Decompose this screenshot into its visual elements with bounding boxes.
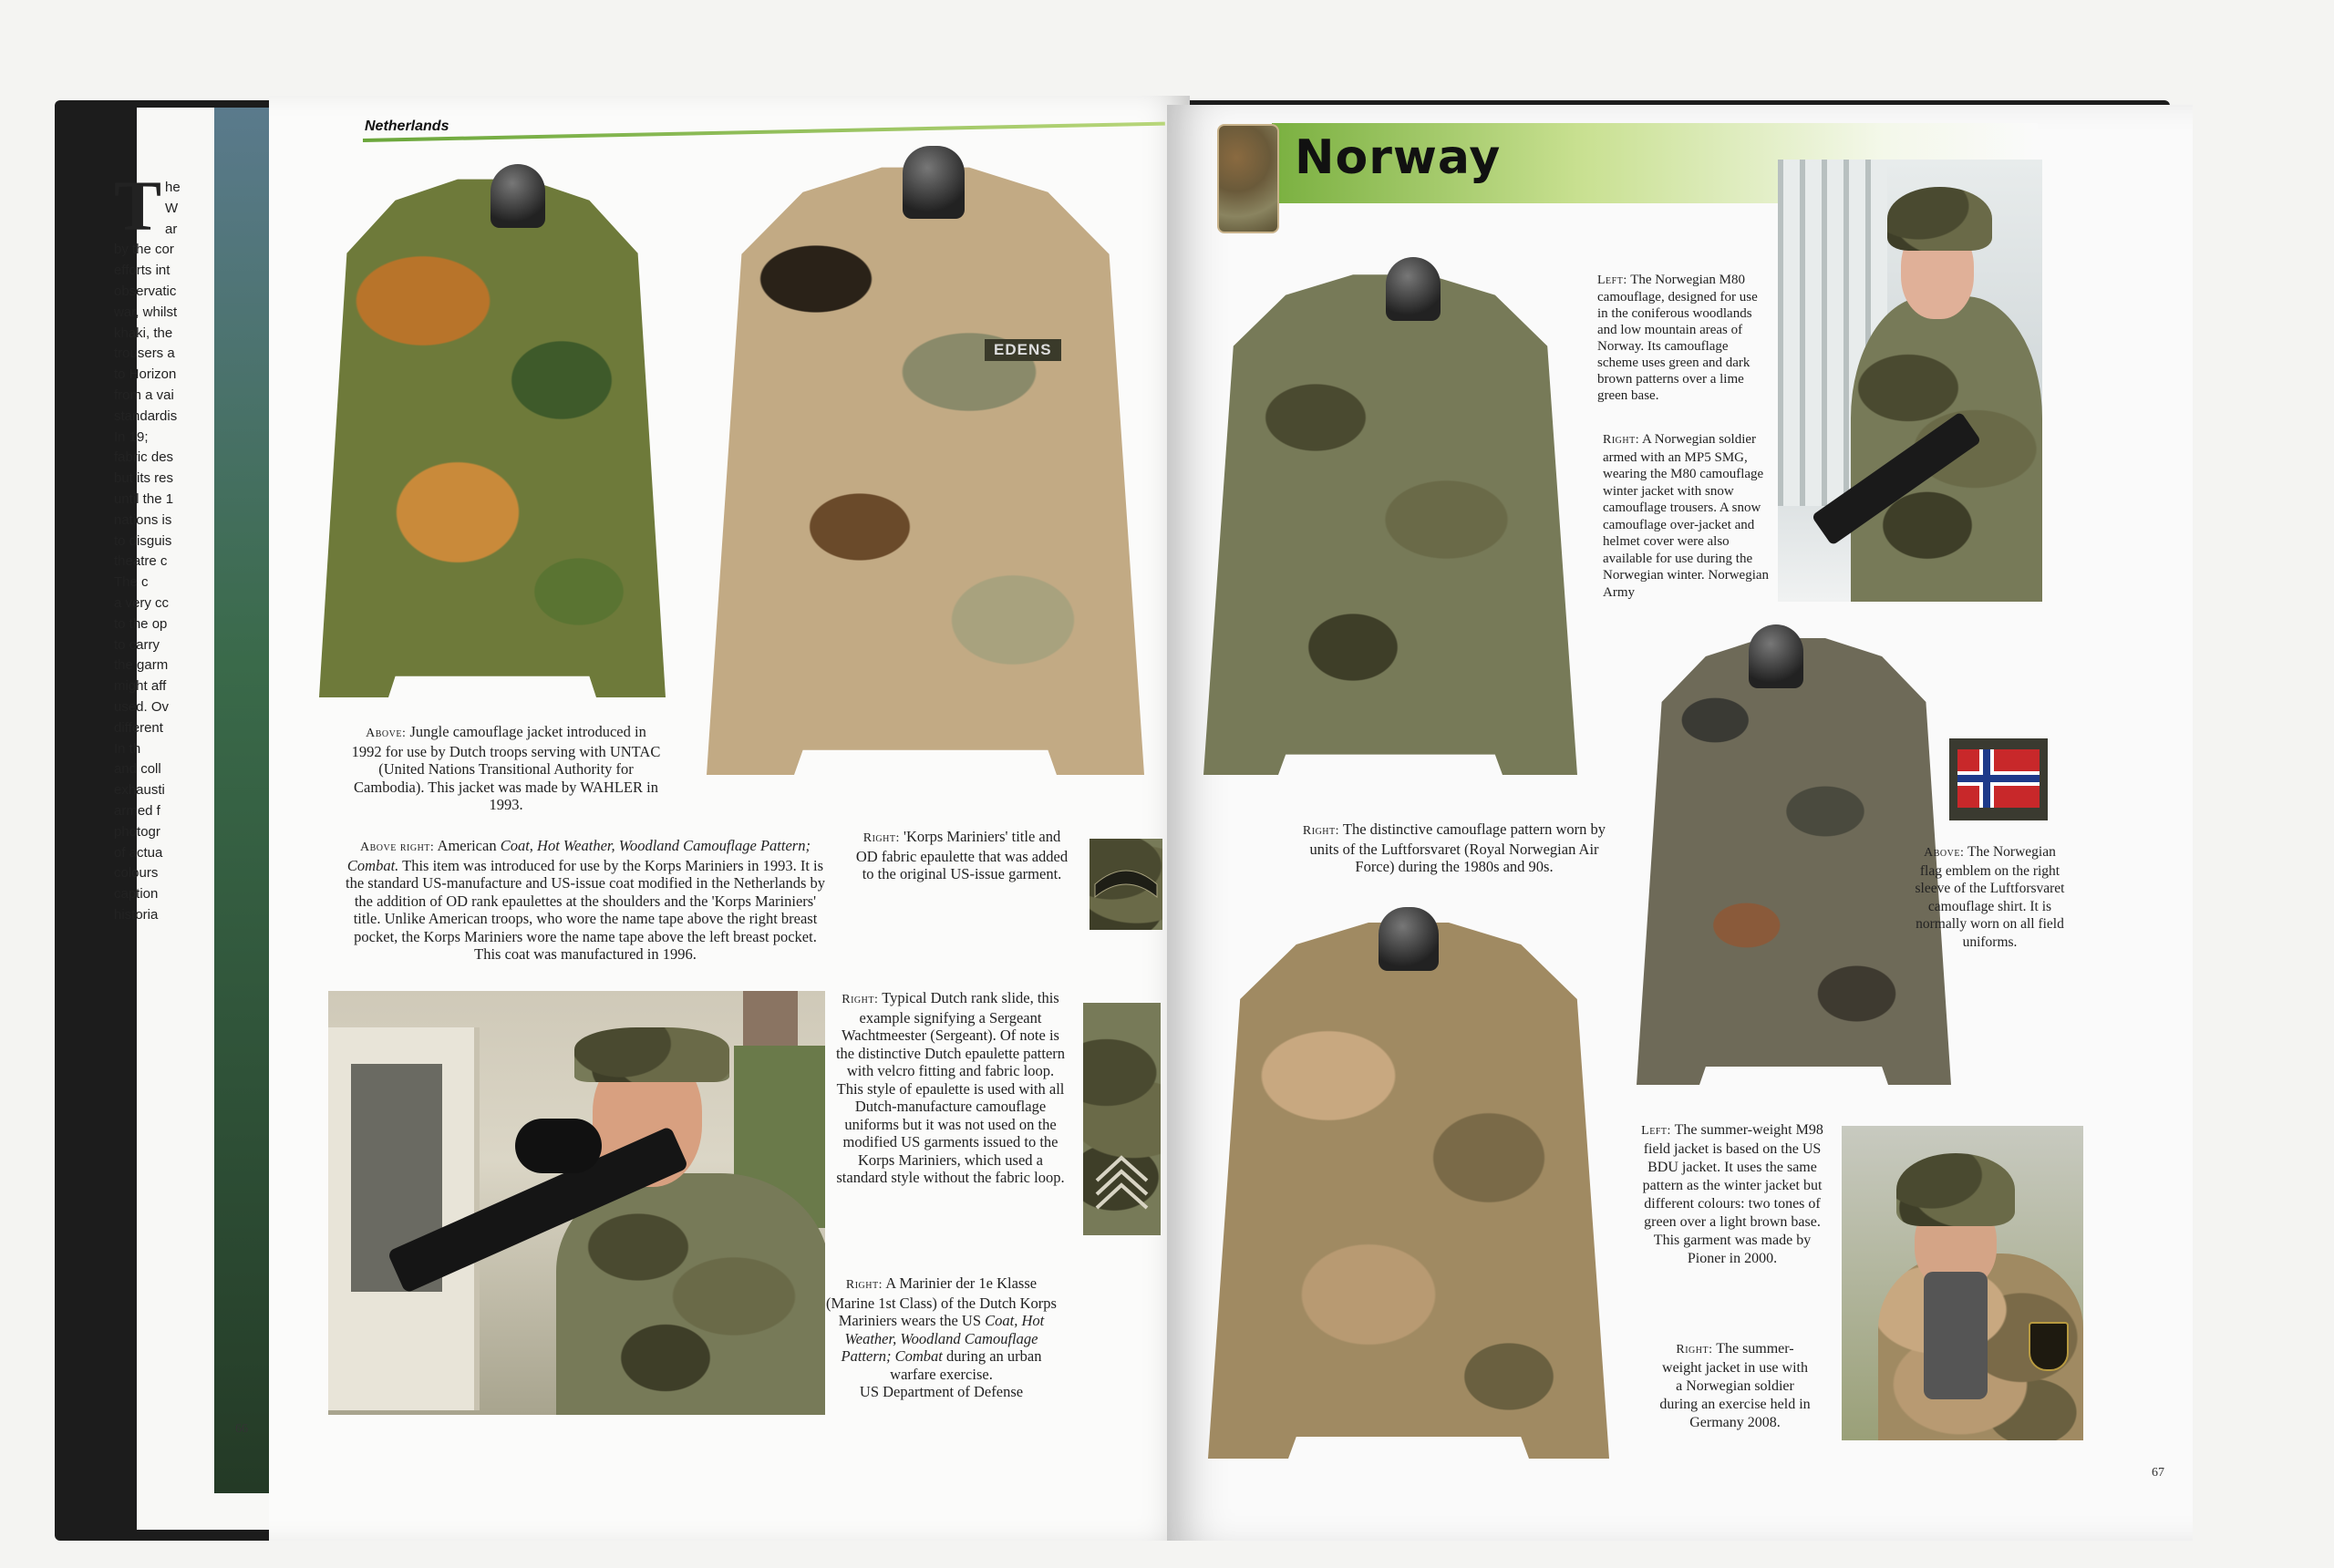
- rifle-scope: [515, 1119, 602, 1173]
- helmet: [1887, 187, 1992, 251]
- underlying-text-line: but its res: [114, 470, 174, 487]
- underlying-text-line: nations is: [114, 511, 172, 528]
- underlying-text-line: to carry: [114, 636, 160, 653]
- woodland-jacket-photo: [707, 155, 1144, 775]
- underlying-text-line: efforts int: [114, 263, 170, 279]
- underlying-text-line: to disguis: [114, 532, 172, 549]
- underlying-text-line: and coll: [114, 761, 161, 778]
- name-tape: EDENS: [985, 339, 1061, 361]
- patch-arc: [1090, 839, 1162, 930]
- rifle: [1924, 1272, 1988, 1399]
- caption-flag: Above: The Norwegian flag emblem on the right sleeve of the Luftforsvaret camouflage shirt. It is normally worn on all field uniforms.: [1915, 844, 2065, 950]
- soldier-body: [556, 1173, 825, 1415]
- underlying-text-line: theatre c: [114, 553, 168, 570]
- underlying-text-line: ar: [165, 221, 178, 237]
- underlying-text-line: the garm: [114, 657, 169, 674]
- underlying-text-line: fabric des: [114, 449, 174, 466]
- underlying-text-line: until the 1: [114, 490, 174, 507]
- caption-summer-use: Right: The summer-weight jacket in use with a Norwegian soldier during an exercise held in Germany 2008.: [1659, 1341, 1811, 1430]
- underlying-text-line: by the cor: [114, 242, 174, 258]
- page-number-right: 67: [2152, 1466, 2164, 1480]
- underlying-text-line: he: [165, 180, 181, 195]
- page-number-left: 66: [235, 1422, 248, 1436]
- sergeant-chevrons-icon: [1083, 1003, 1161, 1235]
- m80-jacket-photo: [1203, 264, 1577, 775]
- korps-mariniers-patch-photo: [1090, 839, 1162, 930]
- helmet: [1896, 1153, 2015, 1226]
- caption-soldier-mp5: Right: A Norwegian soldier armed with an MP5 SMG, wearing the M80 camouflage winter jacket with snow camouflage trousers. A snow camouflage over-jacket and helmet cover were also available for use during the Norwegian winter. Norwegian Army: [1603, 432, 1770, 600]
- underlying-text-line: In 19;: [114, 428, 149, 445]
- caption-american-coat: Above right: American Coat, Hot Weather, Woodland Camouflage Pattern; Combat. This item was introduced for use by the Korps Mariniers in 1993. It is the standard US-manufacture and US-issue coat modified in the Netherlands by the addition of OD rank epaulettes at the shoulders and the 'Korps Mariniers' title. Unlike American troops, who wore the name tape above the right breast pocket, the Korps Mariniers wore the name tape above the left breast pocket. This coat was manufactured in 1996.: [345, 837, 826, 963]
- jungle-jacket-photo: [319, 169, 666, 697]
- m98-jacket-photo: [1208, 912, 1609, 1459]
- mannequin-neck: [1379, 907, 1439, 971]
- underlying-text-line: In th: [114, 740, 141, 757]
- underlying-text-line: The c: [114, 574, 149, 591]
- underlying-text-line: trousers a: [114, 346, 175, 362]
- underlying-page-text: [114, 166, 269, 926]
- underlying-text-line: observatic: [114, 283, 177, 299]
- norwegian-winter-soldier-photo: [1778, 160, 2042, 602]
- dutch-marine-photo: [328, 991, 825, 1415]
- underlying-text-line: used. Ov: [114, 698, 170, 715]
- caption-marinier: Right: A Marinier der 1e Klasse (Marine 1st Class) of the Dutch Korps Mariniers wears the US Coat, Hot Weather, Woodland Camouflage Pattern; Combat during an urban warfare exercise. US Department of Defense: [826, 1274, 1057, 1400]
- mannequin-neck: [903, 146, 965, 219]
- mannequin-neck: [491, 164, 545, 228]
- underlying-text-line: to Horizon: [114, 366, 177, 383]
- underlying-text-line: war, whilst: [114, 304, 178, 320]
- rank-slide-photo: [1083, 1003, 1161, 1235]
- camo-swatch-tab: [1217, 124, 1279, 233]
- underlying-text-line: khaki, the: [114, 325, 173, 341]
- underlying-text-lines: [114, 166, 269, 926]
- underlying-text-line: different: [114, 719, 163, 736]
- underlying-text-line: W: [165, 200, 179, 216]
- underlying-text-line: caption: [114, 886, 159, 903]
- mannequin-neck: [1386, 257, 1441, 321]
- boonie-hat: [574, 1027, 729, 1082]
- underlying-text-line: colours: [114, 865, 159, 882]
- underlying-text-line: photogr: [114, 823, 160, 840]
- section-label: Netherlands: [365, 119, 449, 134]
- caption-jungle-jacket: Above: Jungle camouflage jacket introduced in 1992 for use by Dutch troops serving with UNTAC (United Nations Transitional Authority for Cambodia). This jacket was made by WAHLER in 1993.: [351, 723, 661, 813]
- underlying-text-line: a very cc: [114, 594, 170, 611]
- underlying-text-line: standardis: [114, 407, 178, 424]
- caption-luftforsvaret: Right: The distinctive camouflage pattern worn by units of the Luftforsvaret (Royal Norwegian Air Force) during the 1980s and 90s.: [1302, 820, 1606, 875]
- flag-emblem-photo: [1949, 738, 2048, 820]
- norwegian-flag-icon: [1957, 749, 2040, 808]
- underlying-text-line: to the op: [114, 615, 168, 632]
- underlying-text-line: exhausti: [114, 782, 165, 799]
- caption-m80: Left: The Norwegian M80 camouflage, designed for use in the coniferous woodlands and low mountain areas of Norway. Its camouflage scheme uses green and dark brown patterns over a lime green base.: [1597, 273, 1758, 403]
- page-title: Norway: [1295, 130, 1502, 185]
- norwegian-summer-soldier-photo: [1842, 1126, 2083, 1440]
- underlying-text-line: might aff: [114, 678, 167, 695]
- caption-m98: Left: The summer-weight M98 field jacket is based on the US BDU jacket. It uses the same pattern as the winter jacket but different colours: two tones of green over a light brown base. This garment was made by Pioner in 2000.: [1641, 1122, 1823, 1266]
- underlying-text-line: from a vai: [114, 387, 174, 403]
- underlying-text-line: armed f: [114, 802, 160, 819]
- caption-korps-title: Right: 'Korps Mariniers' title and OD fabric epaulette that was added to the original US-issue garment.: [855, 828, 1069, 882]
- luftforsvaret-shirt-photo: [1637, 629, 1951, 1085]
- underlying-text-line: of actua: [114, 844, 163, 861]
- unit-badge: [2029, 1322, 2069, 1371]
- drop-cap: T: [114, 166, 162, 245]
- underlying-text-line: historia: [114, 906, 159, 923]
- mannequin-neck: [1749, 624, 1803, 688]
- caption-rank-slide: Right: Typical Dutch rank slide, this example signifying a Sergeant Wachtmeester (Sergeant). Of note is the distinctive Dutch epaulette pattern with velcro fitting and fabric loop. This style of epaulette is used with all Dutch-manufacture camouflage uniforms but it was not used on the modified US garments issued to the Korps Mariniers, which used a standard style without the fabric loop.: [835, 989, 1066, 1186]
